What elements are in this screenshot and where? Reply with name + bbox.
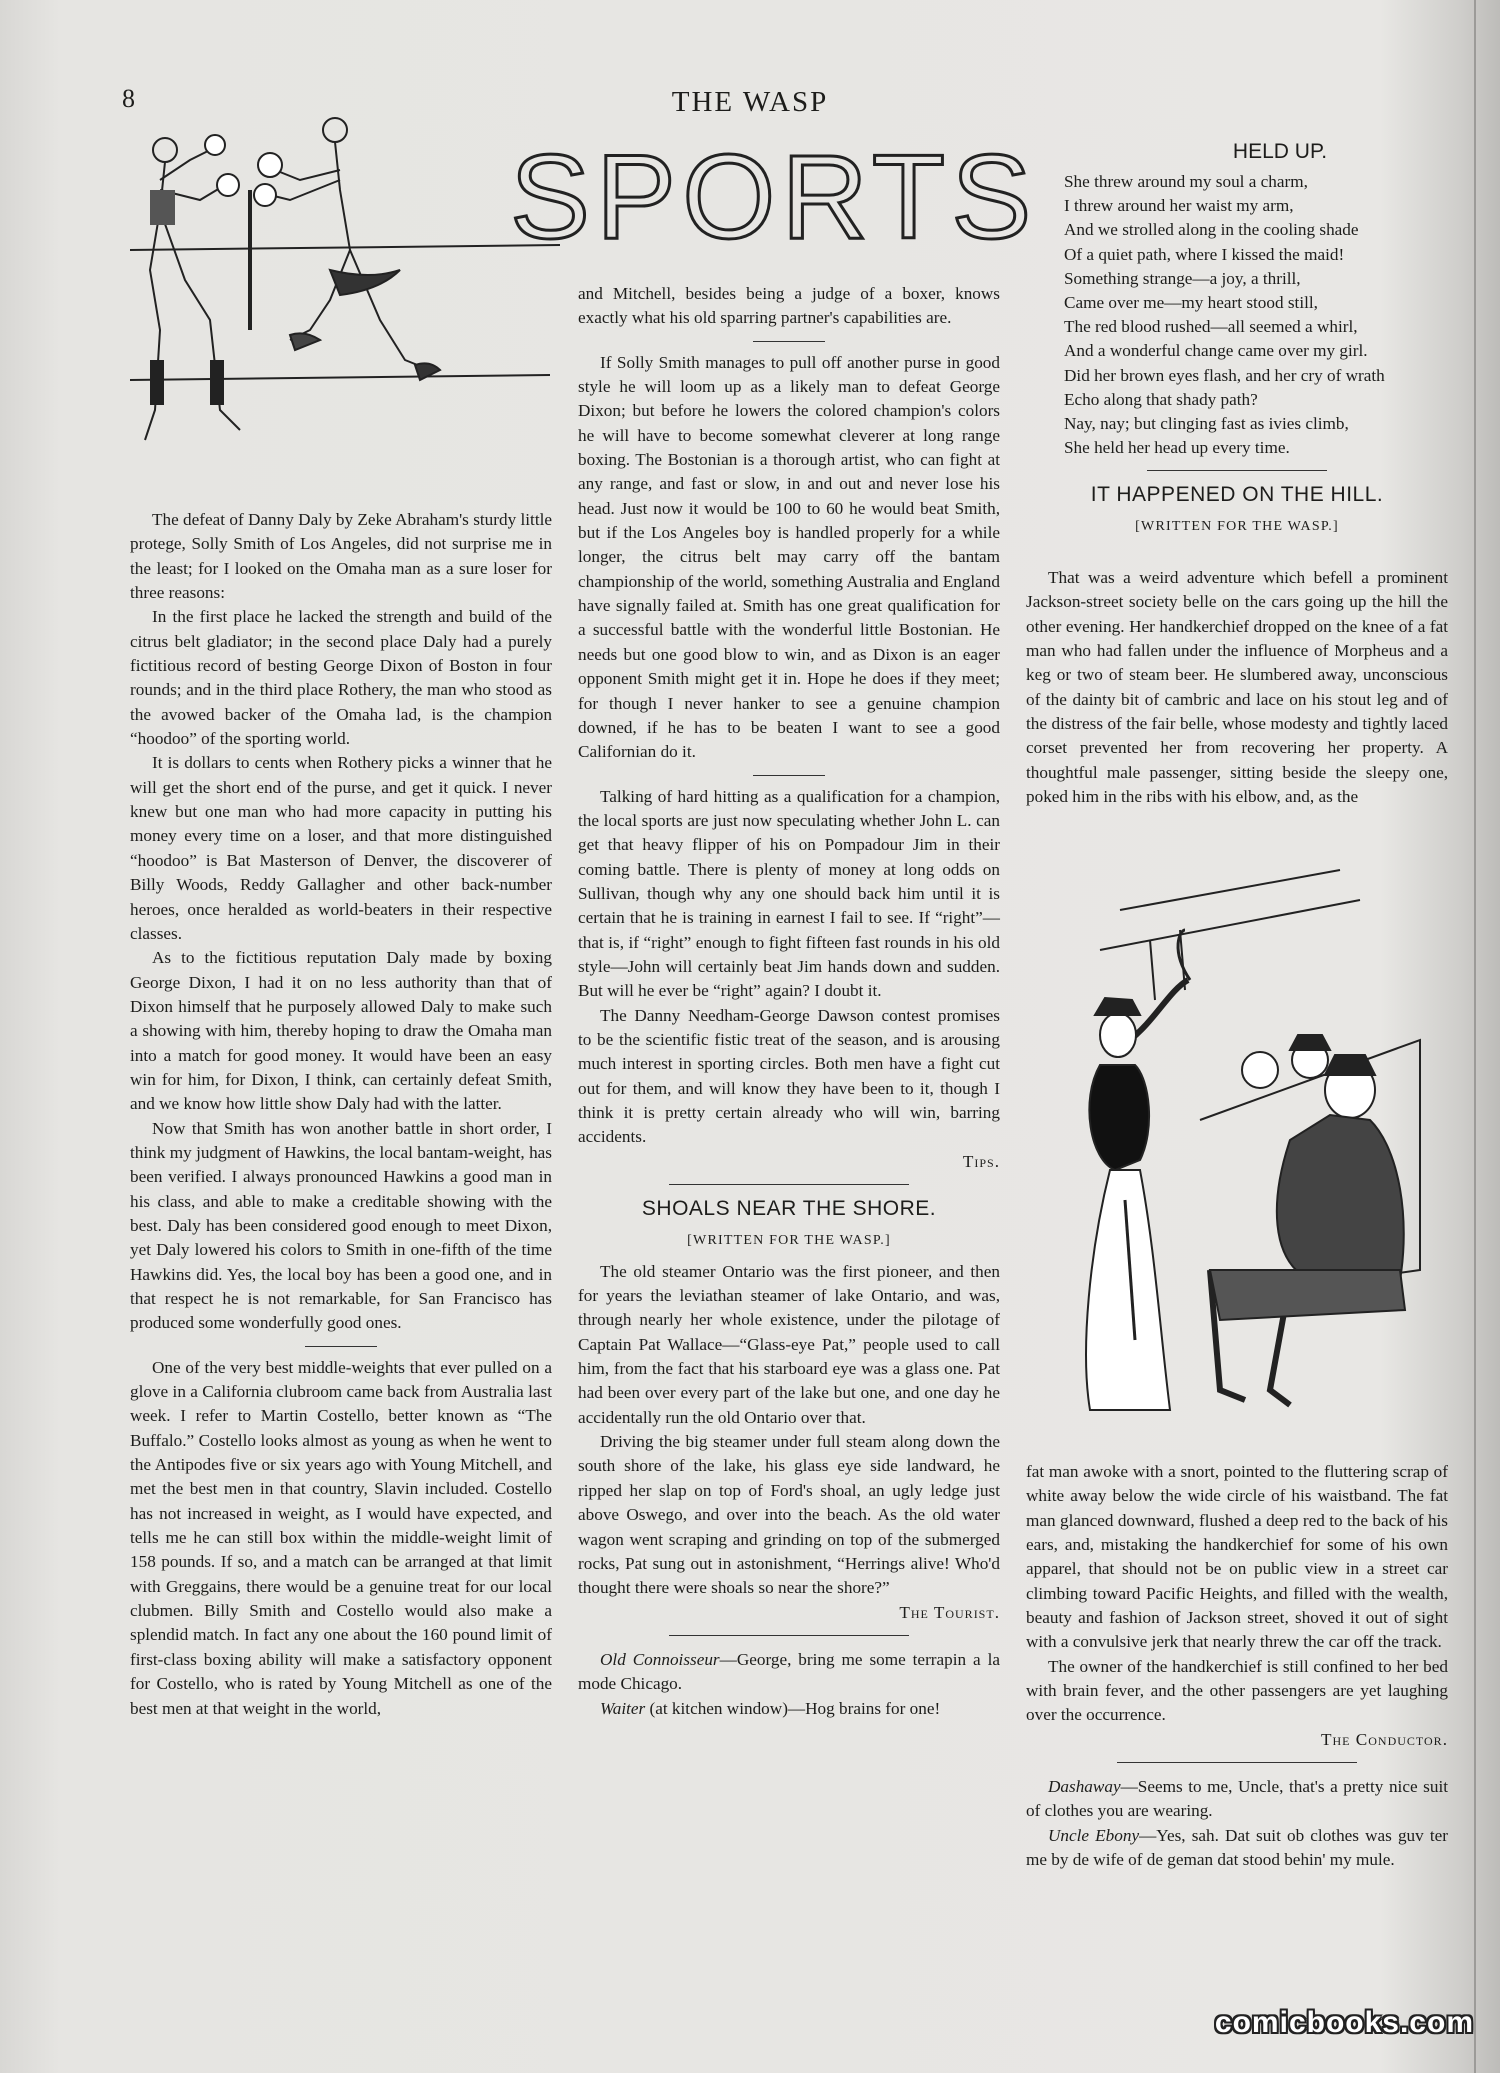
poem-line: Of a quiet path, where I kissed the maid! [1064, 244, 1345, 264]
speaker: Uncle Ebony [1048, 1825, 1140, 1845]
speaker: Waiter [600, 1698, 646, 1718]
streetcar-illustration [1060, 870, 1430, 1440]
joke-line: Dashaway—Seems to me, Uncle, that's a pretty nice suit of clothes you are wearing. [1026, 1777, 1448, 1821]
article-heading-shoals: SHOALS NEAR THE SHORE. [641, 1197, 937, 1221]
poem-held-up [1064, 170, 1454, 460]
poem-line: She threw around my soul a charm, [1064, 172, 1308, 191]
divider [753, 775, 825, 776]
signature-tips: Tips. [962, 1151, 1000, 1171]
signature-tourist: The Tourist. [899, 1602, 1000, 1622]
paragraph: The defeat of Danny Daly by Zeke Abraham's sturdy little protege, Solly Smith of Los Angeles, did not surprise me in the least; for I looked on the Omaha man as a sure loser for three reasons: [130, 510, 552, 603]
poem-line: Something strange—a joy, a thrill, [1064, 268, 1301, 288]
divider [669, 1184, 909, 1185]
column-3-header [1026, 470, 1448, 546]
joke-line: Waiter (at kitchen window)—Hog brains for one! [600, 1698, 941, 1718]
watermark: comicbooks.com [1214, 2006, 1474, 2039]
paragraph: That was a weird adventure which befell a prominent Jackson-street society belle on the cars going up the hill the other evening. Her handkerchief dropped on the knee of a fat man who had fallen under the influence of Morpheus and a keg or two of steam beer. He slumbered away, unconscious of the dainty bit of cambric and lace on his stout leg and of the distress of the fair belle, whose modesty and tightly laced corset prevented her from recovering her property. A thoughtful male passenger, sitting beside the sleepy one, poked him in the ribs with his elbow, and, as the [1026, 568, 1448, 807]
paragraph: In the first place he lacked the strength and build of the citrus belt gladiator; in the second place Daly had a purely fictitious record of besting George Dixon of Boston in four rounds; and in the third place Rothery, the man who stood as the avowed backer of the Omaha lad, is the champion “hoodoo” of the sporting world. [130, 607, 552, 749]
paragraph: fat man awoke with a snort, pointed to the fluttering scrap of white away below the wide circle of his waistband. The fat man glanced downward, flushed a deep red to the back of his ears, and, mistaking the handkerchief for some of his own apparel, that should not be on public view in a street car climbing toward Pacific Heights, and filled with the wealth, beauty and fashion of Jackson street, shoved it out of sight with a convulsive jerk that nearly threw the car off the track. [1026, 1462, 1448, 1652]
byline: [WRITTEN FOR THE WASP.] [687, 1233, 891, 1249]
paragraph: The owner of the handkerchief is still confined to her bed with brain fever, and the other passengers are yet laughing over the occurrence. [1026, 1656, 1448, 1725]
column-2 [578, 282, 1000, 1721]
poem-line: She held her head up every time. [1064, 438, 1290, 458]
poem-line: Nay, nay; but clinging fast as ivies climb, [1064, 414, 1349, 434]
joke-line: Old Connoisseur—George, bring me some terrapin a la mode Chicago. [578, 1649, 1000, 1694]
paragraph: It is dollars to cents when Rothery picks a winner that he will get the short end of the purse, and get it quick. I never knew but one man who had more capacity in putting his money every time on a loser, and that more distinguished “hoodoo” is Bat Masterson of Denver, the discoverer of Billy Woods, Reddy Gallagher and other back-number heroes, once heralded as world-beaters in their respective classes. [130, 753, 552, 943]
paragraph: One of the very best middle-weights that ever pulled on a glove in a California clubroom came back from Australia last week. I refer to Martin Costello, better known as “The Buffalo.” Costello looks almost as young as when he went to the Antipodes five or six years ago with Young Mitchell, and met the best men in that country, Slavin included. Costello has not increased in weight, as I would have expected, and tells me he can still box within the middle-weight limit of 158 pounds. If so, and a match can be arranged at that limit with Greggains, there would be a genuine treat for our local clubmen. Billy Smith and Costello would also make a splendid match. In fact any one about the 160 pound limit of first-class boxing ability will make a satisfactory opponent for Costello, who is rated by Young Mitchell as one of the best men at that weight in the world, [130, 1357, 552, 1718]
divider [753, 341, 825, 342]
divider [1147, 470, 1327, 471]
signature-conductor: The Conductor. [1320, 1729, 1448, 1749]
divider [1117, 1762, 1357, 1763]
poem-line: And a wonderful change came over my girl. [1064, 341, 1368, 361]
poem-line: I threw around her waist my arm, [1064, 196, 1294, 216]
column-1-sports [130, 508, 552, 1721]
boxers-illustration [130, 130, 560, 500]
binding-edge [1474, 0, 1476, 2073]
sports-banner [510, 128, 1038, 268]
paragraph: Talking of hard hitting as a qualification for a champion, the local sports are just now speculating whether John L. can get that heavy flipper of his on Pompadour Jim in their coming battle. There is plenty of money at long odds on Sullivan, though why any one should back him until it is certain that he is training in earnest I fail to see. If “right”—that is, if “right” enough to fight fifteen fast rounds in his old style—John will certainly beat Jim hands down and sudden. But will he ever be “right” again? I doubt it. [578, 786, 1000, 1001]
paragraph: and Mitchell, besides being a judge of a boxer, knows exactly what his old sparring partner's capabilities are. [578, 284, 1000, 328]
poem-line: The red blood rushed—all seemed a whirl, [1064, 317, 1358, 337]
column-3-bottom [1026, 1460, 1448, 1873]
masthead: THE WASP [671, 86, 829, 118]
divider [669, 1635, 909, 1636]
paragraph: Driving the big steamer under full steam along down the south shore of the lake, his glass eye side landward, he ripped her slap on top of Ford's shoal, an ugly ledge just above Oswego, and over into the beach. As the old water wagon went scraping and grinding on top of the submerged rocks, Pat sung out in astonishment, “Herrings alive! Who'd thought there were shoals so near the shore?” [578, 1432, 1000, 1598]
poem-line: Echo along that shady path? [1064, 389, 1258, 409]
speaker: Dashaway [1048, 1777, 1121, 1797]
poem-line: Did her brown eyes flash, and her cry of wrath [1064, 365, 1385, 385]
poem-line: Came over me—my heart stood still, [1064, 293, 1318, 313]
poem-title: HELD UP. [1232, 140, 1328, 163]
poem-line: And we strolled along in the cooling shade [1064, 220, 1359, 240]
divider [305, 1346, 377, 1347]
speaker: Old Connoisseur [600, 1649, 720, 1669]
page-number: 8 [122, 84, 135, 113]
sports-banner-text: SPORTS [510, 130, 1038, 264]
paragraph: The Danny Needham-George Dawson contest promises to be the scientific fistic treat of the season, and is arousing much interest in sporting circles. Both men have a fight cut out for them, and will know they have been to it, though I think it is pretty certain already who will win, barring accidents. [578, 1005, 1000, 1147]
joke-line: Uncle Ebony—Yes, sah. Dat suit ob clothes was guv ter me by de wife of de geman dat stood behin' my mule. [1026, 1825, 1449, 1870]
paragraph: If Solly Smith manages to pull off another purse in good style he will loom up as a likely man to defeat George Dixon; but before he lowers the colored champion's colors he will have to become somewhat cleverer at long range boxing. The Bostonian is a thorough artist, who can fight at any range, and fast or slow, in and out and never lose his head. Just now it would be 100 to 60 he would beat Smith, but if the Los Angeles boy is handled properly for a while longer, the citrus belt may carry off the bantam championship of the world, something Australia and England have signally failed at. Smith has one great qualification for a successful battle with the wonderful little Bostonian. He needs but one good blow to win, and as Dixon is an eager opponent Smith might get it in. Hope he does if they meet; for though I never hanker to see a genuine champion downed, if he has to be beaten I want to see a good Californian do it. [578, 352, 1000, 762]
paragraph: The old steamer Ontario was the first pioneer, and then for years the leviathan steamer of lake Ontario, and was, through nearly her whole existence, under the pilotage of Captain Pat Wallace—“Glass-eye Pat,” people used to call him, from the fact that his starboard eye was a glass one. Pat had been over every part of the lake but one, and one day he accidentally run the old Ontario over that. [578, 1261, 1000, 1427]
column-3-top [1026, 566, 1448, 809]
byline: [WRITTEN FOR THE WASP.] [1135, 519, 1339, 535]
article-heading-hill: IT HAPPENED ON THE HILL. [1090, 483, 1384, 506]
paragraph: As to the fictitious reputation Daly made by boxing George Dixon, I had it on no less authority than that of Dixon himself that he purposely allowed Daly to make such a showing with him, thereby hoping to draw the Omaha man into a match for good money. It would have been an easy win for him, for Dixon, I think, can certainly defeat Smith, and we know how little show Daly had with the latter. [130, 948, 552, 1114]
paragraph: Now that Smith has won another battle in short order, I think my judgment of Hawkins, the local bantam-weight, has been verified. I always pronounced Hawkins a good man in his class, and able to make a creditable showing with the best. Daly has been considered good enough to meet Dixon, yet Daly lowered his colors to Smith in one-fifth of the time Hawkins did. Yes, the local boy has been a good one, and in that respect he is not remarkable, for San Francisco has produced some wonderfully good ones. [130, 1118, 552, 1333]
